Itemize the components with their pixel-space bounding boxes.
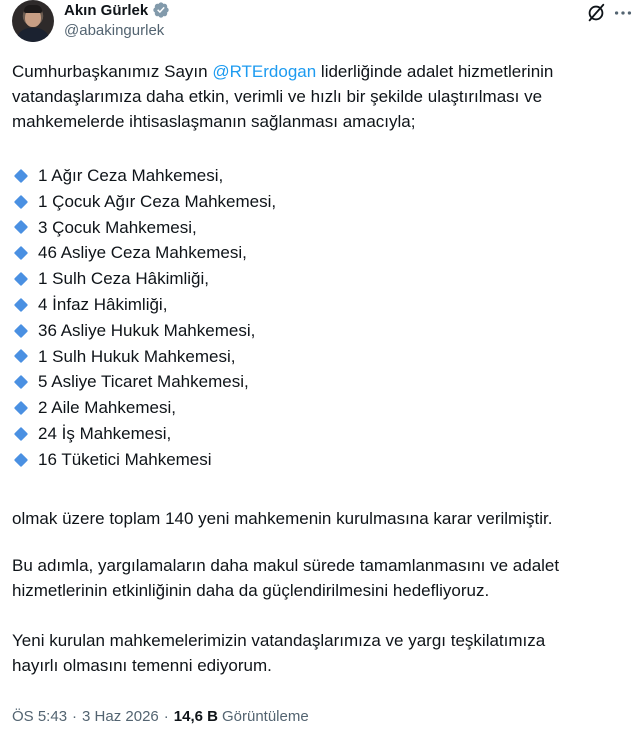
list-item: 5 Asliye Ticaret Mahkemesi, bbox=[12, 369, 628, 395]
list-item: 4 İnfaz Hâkimliği, bbox=[12, 292, 628, 318]
small-blue-diamond-icon bbox=[14, 401, 28, 415]
goal-paragraph: Bu adımla, yargılamaların daha makul sürede tamamlanmasını ve adalet hizmetlerinin etkinliğinin daha da güçlendirilmesini hedefliyoruz. bbox=[12, 555, 560, 600]
tweet-meta bbox=[12, 708, 309, 725]
list-item: 1 Çocuk Ağır Ceza Mahkemesi, bbox=[12, 189, 628, 215]
avatar[interactable] bbox=[12, 0, 54, 42]
views-count: 14,6 B bbox=[173, 708, 218, 725]
small-blue-diamond-icon bbox=[14, 195, 28, 209]
small-blue-diamond-icon bbox=[14, 427, 28, 441]
list-item: 24 İş Mahkemesi, bbox=[12, 421, 628, 447]
intro-line1-rest: liderliğinde adalet hizmetlerinin bbox=[316, 62, 554, 81]
list-item: 3 Çocuk Mahkemesi, bbox=[12, 215, 628, 241]
list-item: 2 Aile Mahkemesi, bbox=[12, 395, 628, 421]
small-blue-diamond-icon bbox=[14, 246, 28, 260]
small-blue-diamond-icon bbox=[14, 169, 28, 183]
list-item: 36 Asliye Hukuk Mahkemesi, bbox=[12, 318, 628, 344]
grok-icon[interactable] bbox=[585, 2, 607, 24]
meta-separator: · bbox=[72, 708, 78, 725]
small-blue-diamond-icon bbox=[14, 324, 28, 338]
court-list bbox=[12, 163, 628, 473]
author-handle[interactable]: @abakingurlek bbox=[64, 22, 165, 39]
list-item: 46 Asliye Ceza Mahkemesi, bbox=[12, 240, 628, 266]
small-blue-diamond-icon bbox=[14, 453, 28, 467]
mention-link[interactable]: @RTErdogan bbox=[212, 62, 317, 81]
tweet-header bbox=[0, 0, 640, 50]
list-item: 1 Sulh Hukuk Mahkemesi, bbox=[12, 344, 628, 370]
small-blue-diamond-icon bbox=[14, 272, 28, 286]
intro-paragraph bbox=[12, 59, 628, 134]
wish-paragraph: Yeni kurulan mahkemelerimizin vatandaşlarımıza ve yargı teşkilatımıza hayırlı olmasını temenni ediyorum. bbox=[12, 630, 546, 675]
tweet-date[interactable]: 3 Haz 2026 bbox=[82, 708, 159, 725]
tweet-text bbox=[12, 59, 628, 678]
author-display-name[interactable]: Akın Gürlek bbox=[64, 1, 149, 19]
intro-line2: vatandaşlarımıza daha etkin, verimli ve hızlı bir şekilde ulaştırılması ve bbox=[12, 87, 543, 106]
small-blue-diamond-icon bbox=[14, 375, 28, 389]
summary-paragraph: olmak üzere toplam 140 yeni mahkemenin kurulmasına karar verilmiştir. bbox=[12, 508, 553, 528]
list-item: 1 Sulh Ceza Hâkimliği, bbox=[12, 266, 628, 292]
author-name-row bbox=[64, 0, 170, 20]
intro-prefix: Cumhurbaşkanımız Sayın bbox=[12, 62, 213, 81]
intro-line3: mahkemelerde ihtisaslaşmanın sağlanması amacıyla; bbox=[12, 112, 416, 131]
meta-separator: · bbox=[163, 708, 169, 725]
small-blue-diamond-icon bbox=[14, 298, 28, 312]
small-blue-diamond-icon bbox=[14, 349, 28, 363]
views-label: Görüntüleme bbox=[221, 708, 309, 725]
list-item: 16 Tüketici Mahkemesi bbox=[12, 447, 628, 473]
tweet-time[interactable]: ÖS 5:43 bbox=[12, 708, 68, 725]
verified-badge-icon[interactable] bbox=[152, 1, 170, 19]
more-icon[interactable] bbox=[612, 2, 634, 24]
list-item: 1 Ağır Ceza Mahkemesi, bbox=[12, 163, 628, 189]
small-blue-diamond-icon bbox=[14, 220, 28, 234]
